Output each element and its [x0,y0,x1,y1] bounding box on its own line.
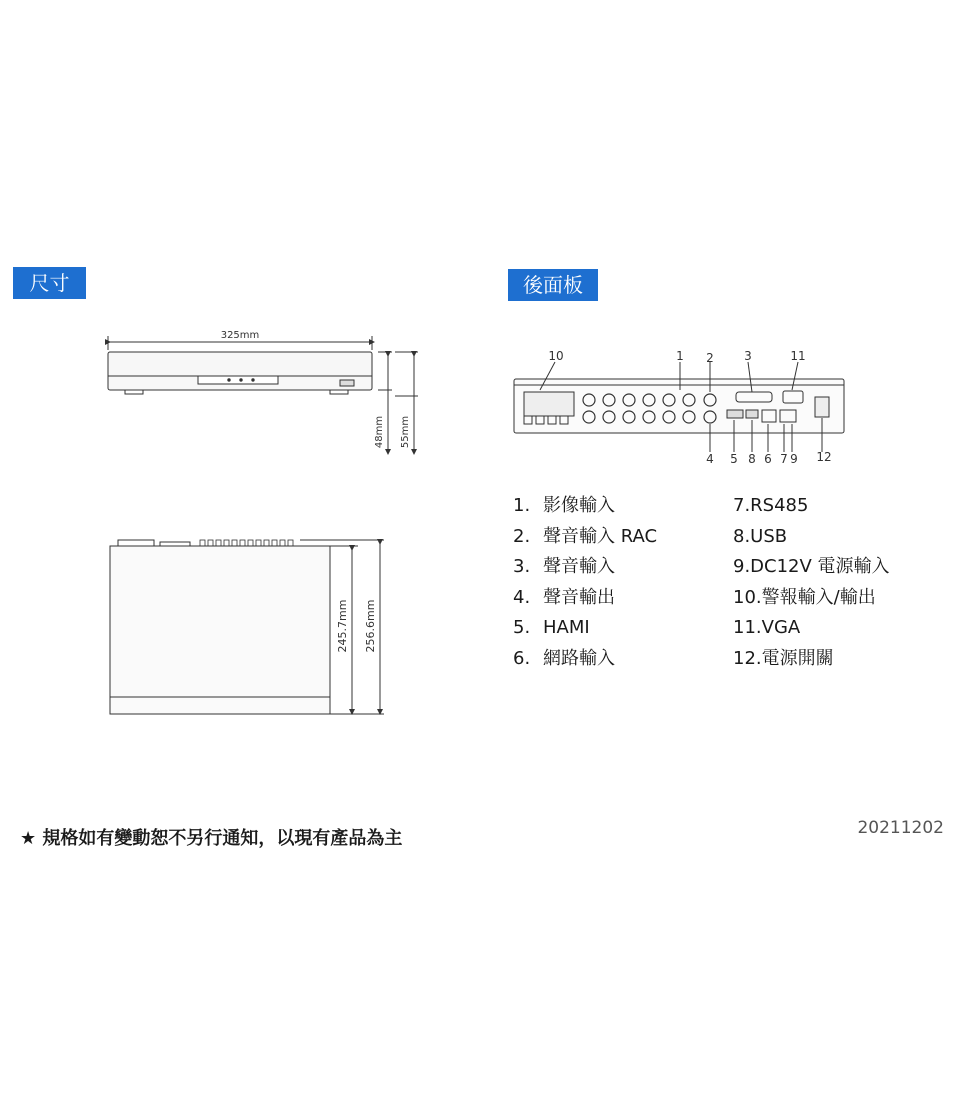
width-dimension-label: 325mm [220,330,260,341]
rear-panel-drawing [514,362,844,452]
legend-item: 8.USB [733,525,788,547]
callout-4: 4 [706,452,714,466]
callout-2: 2 [706,351,714,365]
disclaimer-footnote: ★ 規格如有變動恕不另行通知，以現有產品為主 [20,828,403,849]
callout-10: 10 [548,349,564,363]
legend-item: 2. 聲音輸入 RAC [513,525,658,547]
section-rear-panel-label: 後面板 [508,269,598,301]
callout-7: 7 [780,452,788,466]
front-view-drawing [108,336,418,452]
legend-item: 1. 影像輸入 [513,495,615,516]
legend-item: 6. 網路輸入 [513,647,615,669]
callout-1: 1 [676,349,684,363]
legend-item: 9.DC12V 電源輸入 [733,556,890,577]
legend-right [733,491,890,674]
legend-item: 11.VGA [733,617,801,638]
legend-item: 7.RS485 [733,495,809,516]
callout-5: 5 [730,452,738,466]
depth-body-label: 245.7mm [336,599,349,653]
callout-11: 11 [790,349,806,363]
depth-total-label: 256.6mm [364,599,377,653]
legend-left [513,491,657,674]
callout-12: 12 [816,450,832,464]
legend-item: 4. 聲音輸出 [513,586,615,608]
callout-6: 6 [764,452,772,466]
legend-item: 10.警報輸入/輸出 [733,586,876,608]
callout-8: 8 [748,452,756,466]
callout-9: 9 [790,452,798,466]
height-body-label: 48mm [374,415,385,449]
legend-item: 12.電源開關 [733,647,834,669]
height-total-label: 55mm [400,415,411,449]
section-dimensions-label: 尺寸 [13,267,86,299]
callout-3: 3 [744,349,752,363]
legend-item: 5. HAMI [513,617,590,638]
version-code: 20211202 [857,818,944,838]
legend-item: 3. 聲音輸入 [513,556,615,577]
